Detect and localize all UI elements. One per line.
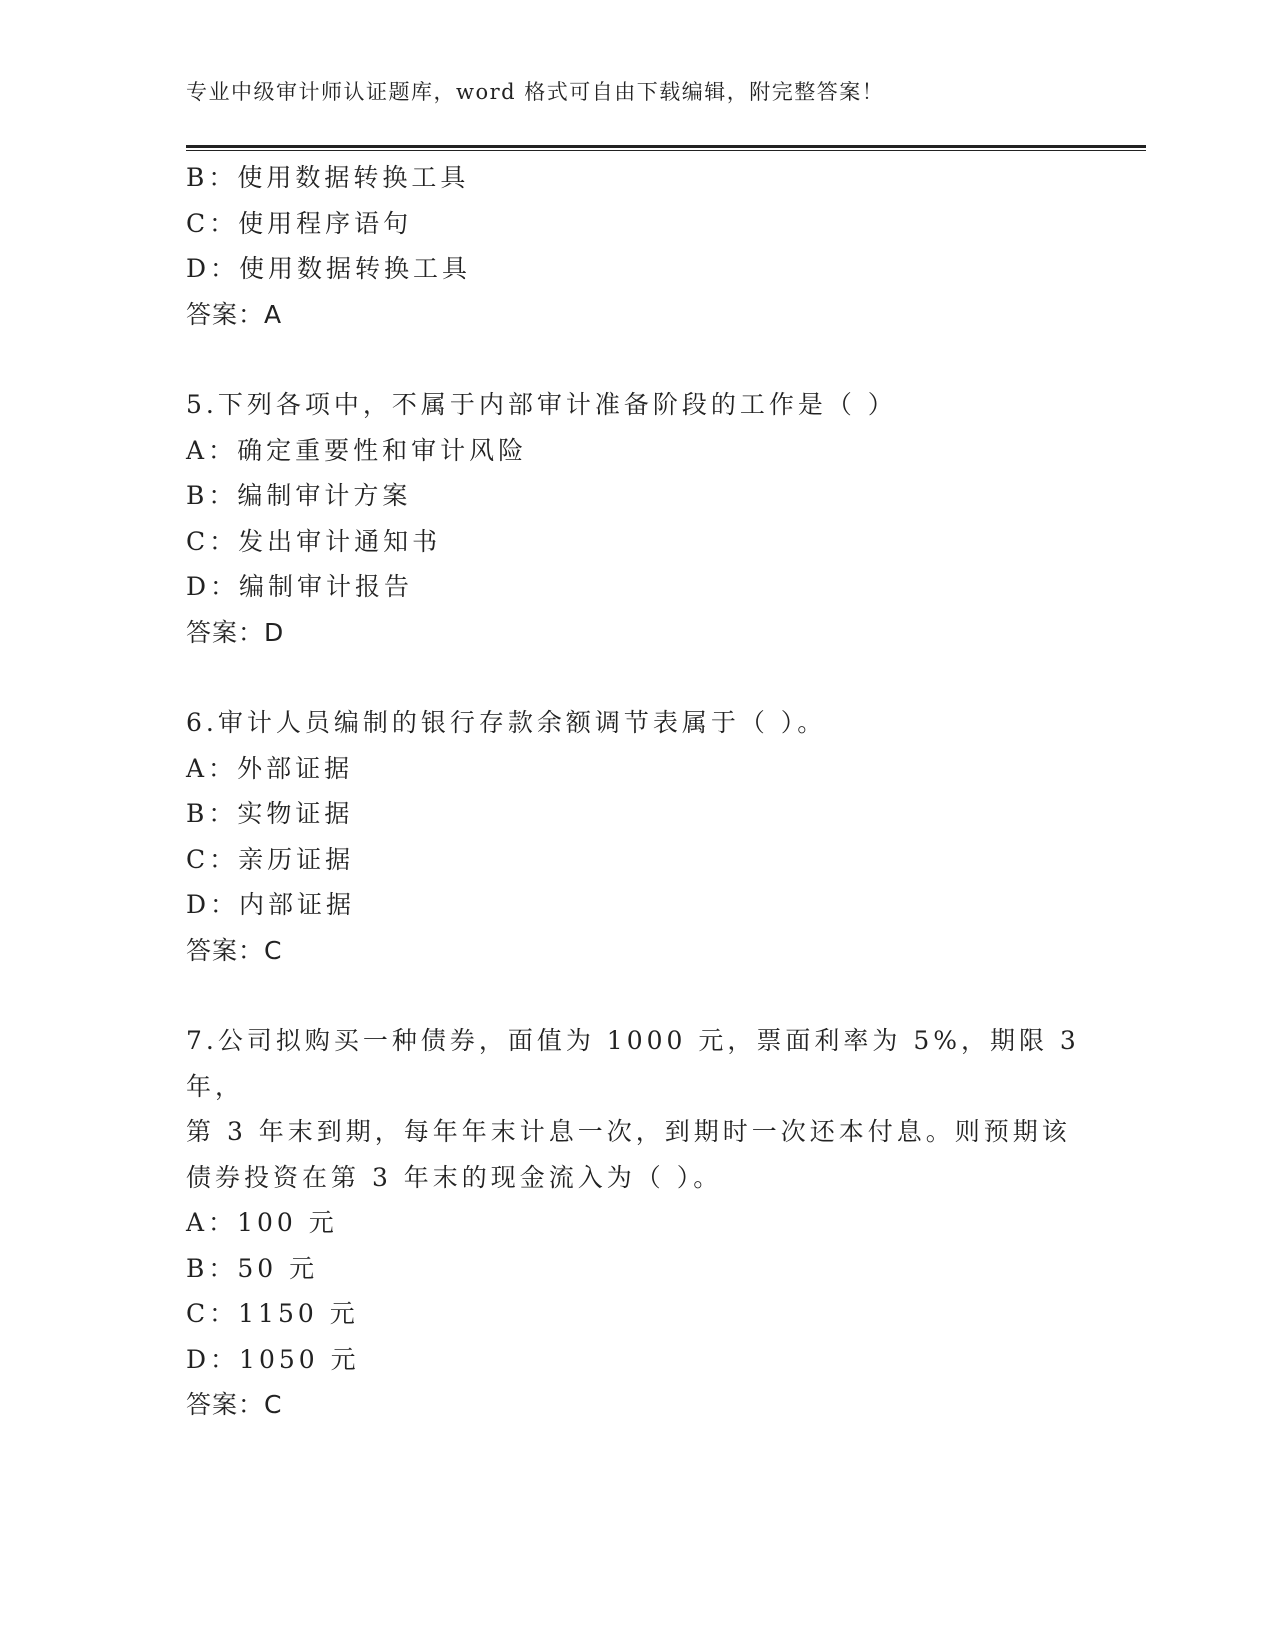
header-rule-thick: [186, 145, 1146, 148]
option-c: C：亲历证据: [186, 844, 355, 874]
question-7: [186, 1018, 1086, 1428]
option-d: D：1050 元: [186, 1344, 360, 1374]
option-a: A：外部证据: [186, 753, 354, 783]
option-d: D：编制审计报告: [186, 572, 414, 601]
page-header: 专业中级审计师认证题库，word 格式可自由下载编辑，附完整答案！: [186, 80, 885, 104]
answer: 答案：C: [186, 1390, 283, 1419]
question-stem-line-2: 第 3 年末到期，每年年末计息一次，到期时一次还本付息。则预期该: [186, 1117, 1071, 1146]
question-stem-line-3: 债券投资在第 3 年末的现金流入为（ ）。: [186, 1162, 723, 1192]
answer: 答案：D: [186, 617, 285, 647]
option-c: C：1150 元: [186, 1299, 359, 1328]
option-b: B：编制审计方案: [186, 481, 412, 510]
option-d: D：使用数据转换工具: [186, 254, 472, 283]
question-4-continued: [186, 155, 1086, 337]
question-stem-line-1: 7.公司拟购买一种债券，面值为 1000 元，票面利率为 5%，期限 3 年，: [186, 1026, 1080, 1101]
answer: 答案：A: [186, 299, 283, 329]
answer: 答案：C: [186, 935, 283, 965]
question-stem: 6.审计人员编制的银行存款余额调节表属于（ ）。: [186, 708, 827, 737]
option-a: A：确定重要性和审计风险: [186, 435, 528, 465]
option-c: C：发出审计通知书: [186, 526, 442, 556]
option-b: B：50 元: [186, 1253, 319, 1283]
question-6: [186, 700, 1086, 973]
header-rule-thin: [186, 150, 1146, 151]
document-body: [186, 155, 1086, 1428]
option-d: D：内部证据: [186, 890, 356, 919]
option-c: C：使用程序语句: [186, 208, 413, 238]
option-a: A：100 元: [186, 1208, 338, 1237]
question-stem: 5.下列各项中，不属于内部审计准备阶段的工作是（ ）: [186, 390, 897, 419]
option-b: B：使用数据转换工具: [186, 163, 470, 192]
question-5: [186, 382, 1086, 655]
option-b: B：实物证据: [186, 799, 354, 828]
